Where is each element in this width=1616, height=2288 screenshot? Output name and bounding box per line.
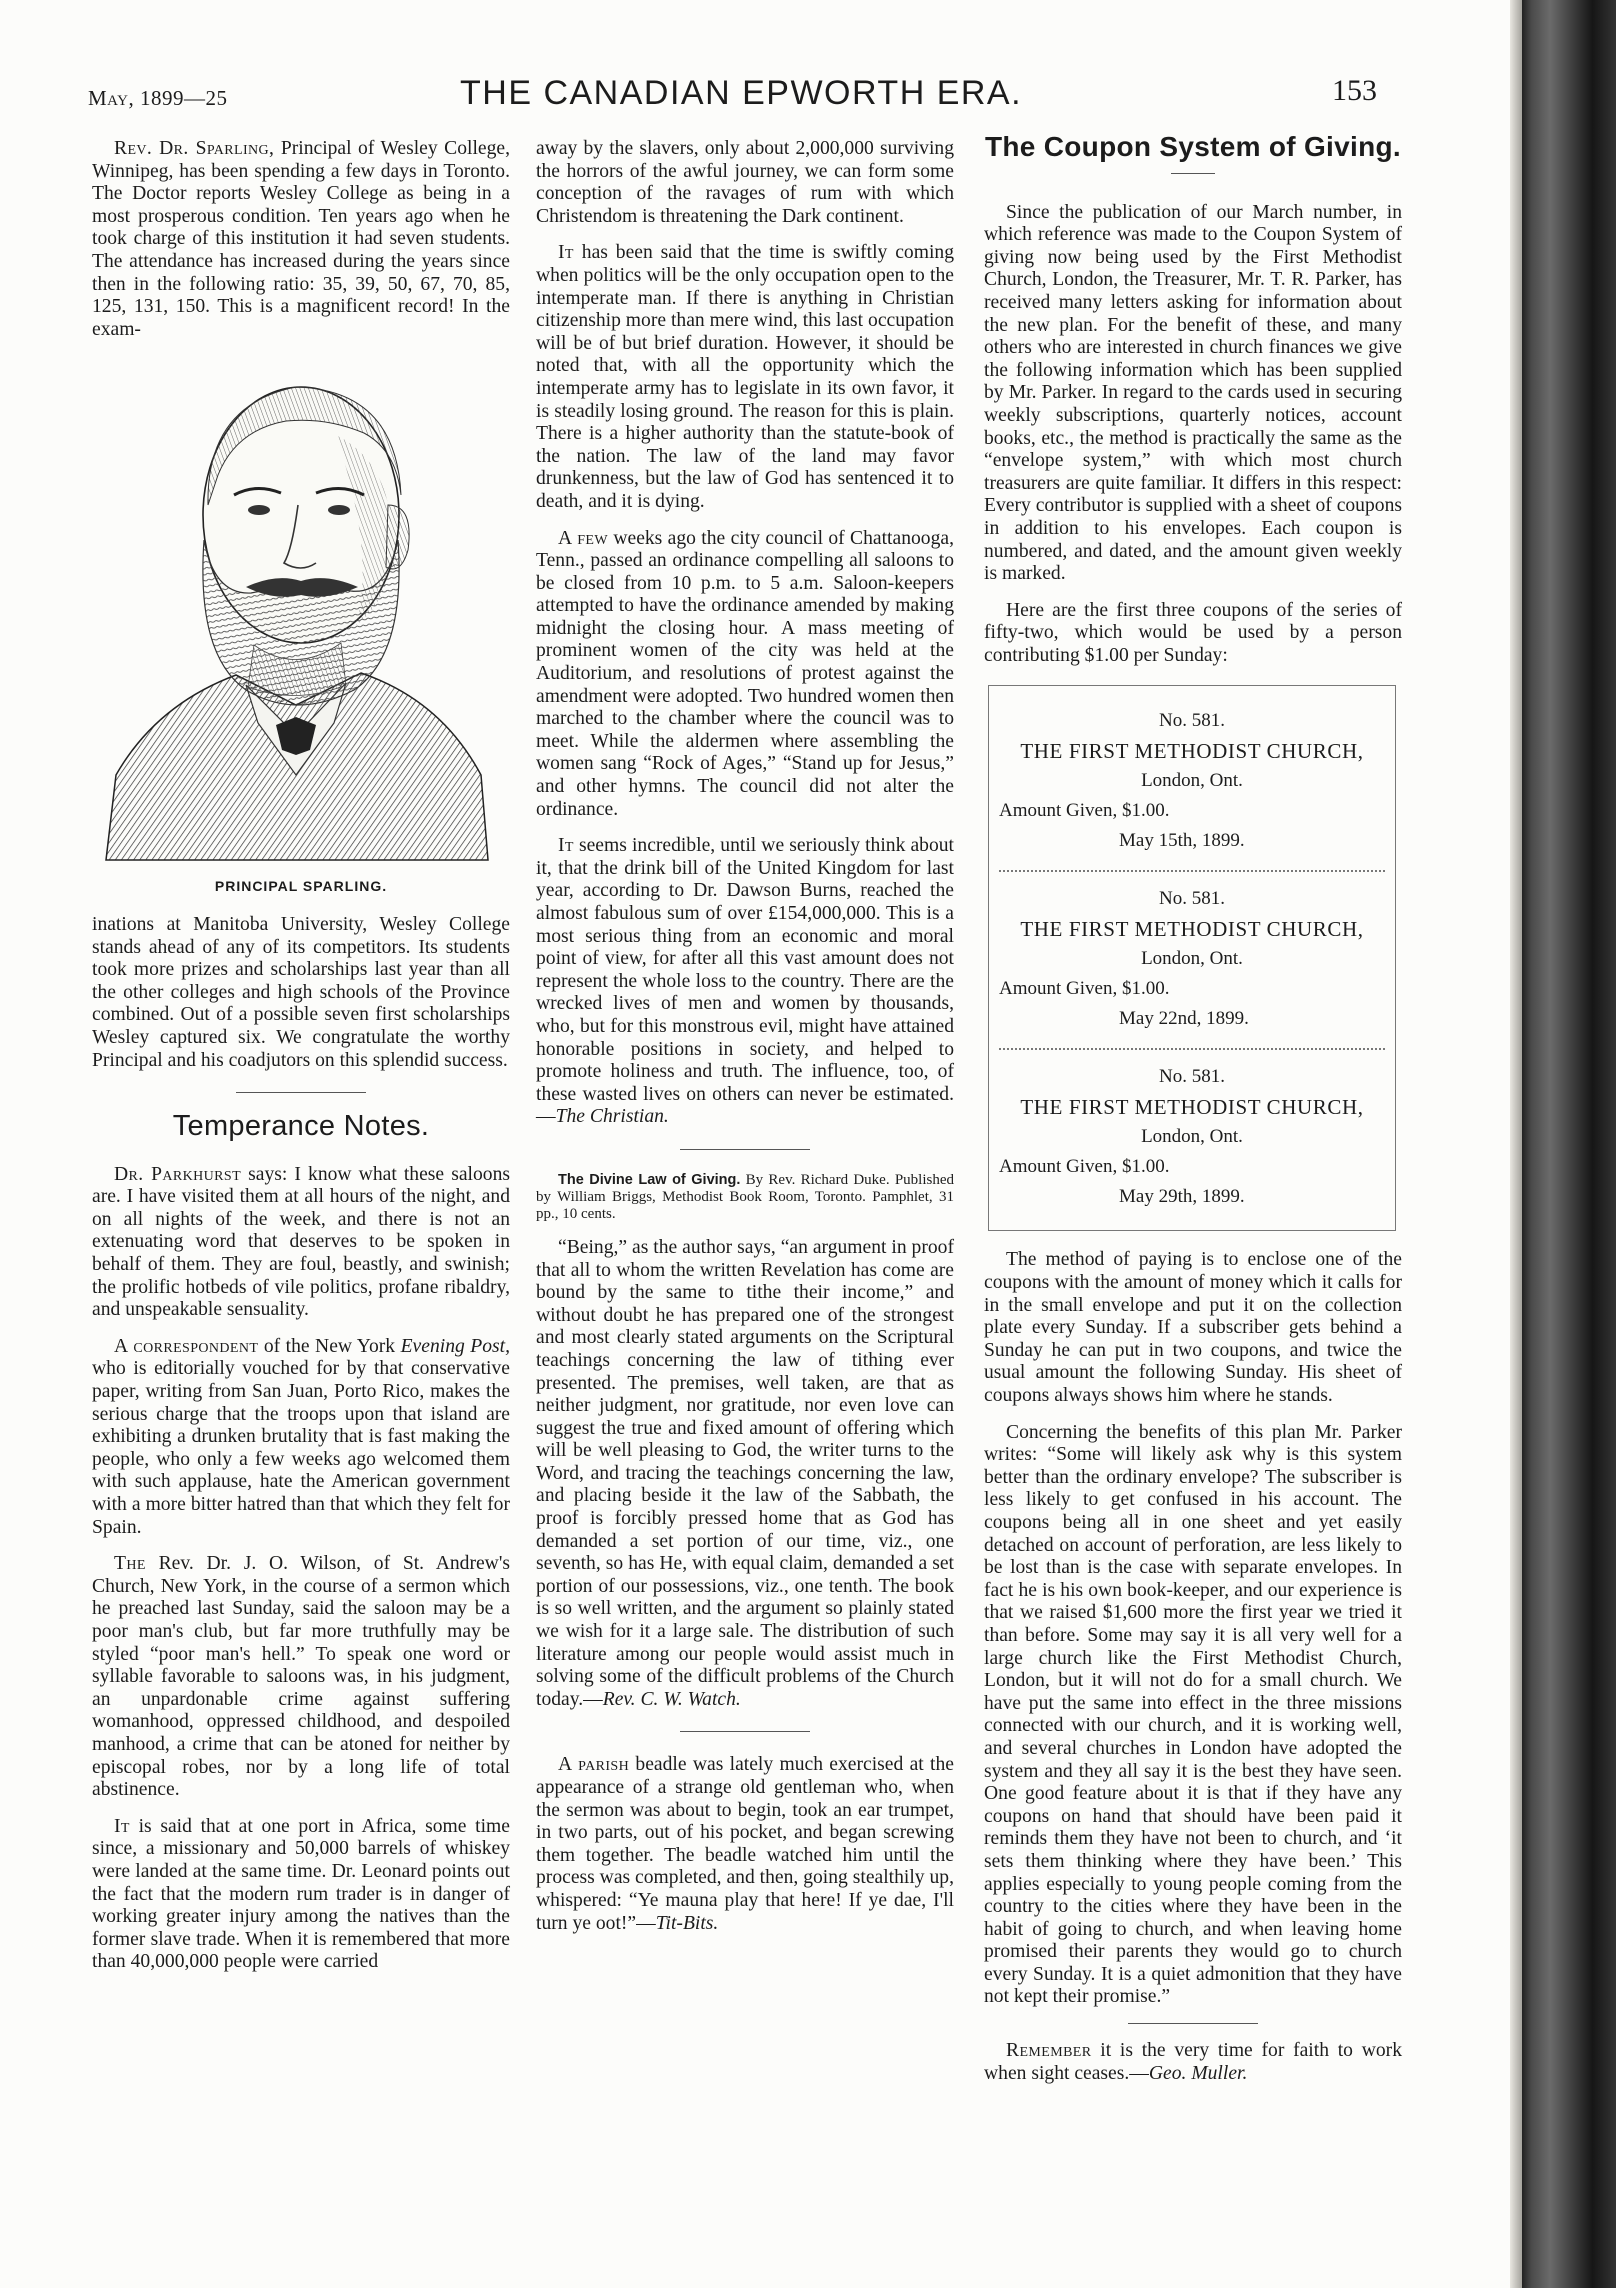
perforation-line xyxy=(999,870,1385,872)
coupon-amount: Amount Given, $1.00. xyxy=(999,978,1170,1000)
coupon-church: THE FIRST METHODIST CHURCH, xyxy=(1020,739,1364,764)
coupon xyxy=(999,1056,1385,1224)
sparling-paragraph-continued: inations at Manitoba University, Wesley College stands ahead of any of its competitors. Its students took more prizes and scholarships last year than all the other colleges and high schools of the Province combined. Out of a possible seven first scholarships Wesley captured six. We congratulate the worthy Principal and his coadjutors on this splendid success. xyxy=(92,913,510,1071)
coupon-place: London, Ont. xyxy=(1141,770,1243,792)
coupon-place: London, Ont. xyxy=(1141,948,1243,970)
coupon xyxy=(999,878,1385,1046)
coupon-intro-paragraph: Since the publication of our March number, in which reference was made to the Coupon System of giving now being used by the First Methodist Church, London, the Treasurer, Mr. T. R. Parker, has received many letters asking for information about the new plan. For the benefit of these, and many others who are interested in church finances we give the following information which has been supplied by Mr. Parker. In regard to the cards used in securing weekly subscriptions, quarterly notices, account books, etc., the method is practically the same as the “envelope system,” with which most church treasurers are quite familiar. It differs in this respect: Every contributor is supplied with a sheet of coupons in addition to his envelopes. Each coupon is numbered, and dated, and the amount given weekly is marked. xyxy=(984,201,1402,585)
drink-bill-paragraph: It seems incredible, until we seriously think about it, that the drink bill of the United Kingdom for last year, according to Dr. Dawson Burns, reached the almost fabulous sum of over £154,000,000. This is a most serious thing from an economic and moral point of view, for after all this vast amount does not represent the whole loss to the country. There are the wrecked lives of men and women by thousands, who, but for this monstrous evil, might have attained honorable positions in society, and helped to promote holiness and truth. The influence, too, of these wasted lives on others can never be estimated.—The Christian. xyxy=(536,835,954,1128)
parkhurst-paragraph: Dr. Parkhurst says: I know what these saloons are. I have visited them at all hours of the night, and on all nights of the week, and there is not an extenuating word that deserves to be spoken in behalf of them. They are foul, beastly, and swinish; the prolific hotbeds of vile politics, profane ribaldry, and unspeakable sensuality. xyxy=(92,1163,510,1321)
coupon-date: May 29th, 1899. xyxy=(1119,1186,1245,1208)
correspondent-paragraph: A correspondent of the New York Evening Post, who is editorially vouched for by that conservative paper, writing from San Juan, Porto Rico, makes the serious charge that the troops upon that island are exhibiting a drunken brutality that is fast making the people, who only a few weeks ago welcomed them with such applause, hate the American government with a more bitter hatred than that which they felt for Spain. xyxy=(92,1335,511,1538)
section-divider xyxy=(236,1092,366,1093)
journal-title: THE CANADIAN EPWORTH ERA. xyxy=(460,74,1023,112)
chattanooga-paragraph: A few weeks ago the city council of Chattanooga, Tenn., passed an ordinance compelling all saloons to be closed from 10 p.m. to 5 a.m. Saloon-keepers attempted to have the ordinance amended by making midnight the closing hour. A mass meeting of prominent women of the city was held at the Auditorium, and resolutions of protest against the amendment were adopted. Two hundred women then marched to the chamber where the council was to meet. While the aldermen where assembling the women sang “Rock of Ages,” “Stand up for Jesus,” and other hymns. The council did not alter the ordinance. xyxy=(536,527,954,820)
coupon-number: No. 581. xyxy=(1159,710,1225,732)
coupon-amount: Amount Given, $1.00. xyxy=(999,800,1170,822)
coupon-church: THE FIRST METHODIST CHURCH, xyxy=(1020,1095,1364,1120)
coupon-church: THE FIRST METHODIST CHURCH, xyxy=(1020,917,1364,942)
book-spine xyxy=(1522,0,1616,2288)
coupon-place: London, Ont. xyxy=(1141,1126,1243,1148)
beadle-paragraph: A parish beadle was lately much exercised at the appearance of a strange old gentleman who, when the sermon was about to begin, took an ear trumpet, in two parts, out of his pocket, and began screwing them together. The beadle watched him until the process was completed, and then, going stealthily up, whispered: “Ye mauna play that here! If ye dae, I'll turn ye oot!”—Tit-Bits. xyxy=(536,1754,954,1934)
muller-quote: Remember it is the very time for faith to work when sight ceases.—Geo. Muller. xyxy=(984,2040,1402,2084)
running-head xyxy=(0,72,1522,122)
column-left xyxy=(92,138,510,1988)
coupon-date: May 22nd, 1899. xyxy=(1119,1008,1249,1030)
coupon-number: No. 581. xyxy=(1159,888,1225,910)
coupon-amount: Amount Given, $1.00. xyxy=(999,1156,1170,1178)
issue-date: May, 1899—25 xyxy=(88,86,228,110)
coupon-number: No. 581. xyxy=(1159,1066,1225,1088)
wilson-paragraph: The Rev. Dr. J. O. Wilson, of St. Andrew's Church, New York, in the course of a sermon which he preached last Sunday, said the saloon may be a poor man's club, but far more truthfully may be styled “poor man's hell.” To speak one word or syllable favorable to saloons was, in his judgment, an unpardonable crime against suffering womanhood, oppressed childhood, and despoiled manhood, a crime that can be atoned for neither by episcopal robes, nor by a long life of total abstinence. xyxy=(92,1553,510,1801)
politics-paragraph: It has been said that the time is swiftly coming when politics will be the only occupation open to the intemperate man. If there is anything in Christian citizenship more than mere wind, this last occupation will be of but brief duration. However, it should be noted that, with all the opportunity which the intemperate army has to legislate in its own favor, it is steadily losing ground. The reason for this is plain. There is a higher authority than the statute-book of the nation. The law of the land may favor drunkenness, but the law of God has sentenced it to death, and it is dying. xyxy=(536,242,954,512)
book-review-header: The Divine Law of Giving. By Rev. Richard Duke. Published by William Briggs, Methodist Book Room, Toronto. Pamphlet, 31 pp., 10 cents. xyxy=(536,1171,954,1222)
temperance-notes-heading: Temperance Notes. xyxy=(172,1110,430,1143)
coupon xyxy=(999,700,1385,868)
principal-sparling-portrait xyxy=(96,355,496,865)
page-number: 153 xyxy=(1332,74,1377,107)
column-middle xyxy=(536,138,954,1949)
perforation-line xyxy=(999,1048,1385,1050)
section-divider xyxy=(1128,2023,1258,2024)
africa-paragraph: It is said that at one port in Africa, some time since, a missionary and 50,000 barrels of whiskey were landed at the same time. Dr. Leonard points out the fact that the modern rum trader is in danger of working greater injury among the natives than the former slave trade. When it is remembered that more than 40,000,000 people were carried xyxy=(92,1815,510,1973)
section-divider xyxy=(680,1149,810,1150)
coupon-sheet xyxy=(988,685,1396,1231)
coupon-date: May 15th, 1899. xyxy=(1119,830,1245,852)
heading-rule xyxy=(1171,173,1215,174)
column-right xyxy=(984,131,1402,2099)
benefits-paragraph: Concerning the benefits of this plan Mr. Parker writes: “Some will likely ask why is this system better than the ordinary envelope? The subscriber is less likely to get confused in his account. The coupons being all in one sheet and yet easily detached on account of perforation, are less likely to be lost than is the case with separate envelopes. In fact he is his own book-keeper, and our experience is that we raised $1,600 more the first year we tried it than before. Some may say it is all very well for a large church like the First Methodist Church, London, but it will not do for a small church. We have put the same into effect in the three missions connected with our church, and it is working well, and several churches in London have adopted the system and they all say it is the best they have seen. One good feature about it is that if they have any coupons on hand that should have been paid it reminds them they have not been to church, and ‘it sets them thinking where they have been.’ This applies especially to young people coming from the country to the cities where they have been in the habit of going to church, and when leaving home promised their parents they would go to church every Sunday. It is a quiet admonition that they have not kept their promise.” xyxy=(984,1421,1402,2008)
coupons-intro-paragraph: Here are the first three coupons of the series of fifty-two, which would be used by a person contributing $1.00 per Sunday: xyxy=(984,599,1402,666)
book-review-paragraph: “Being,” as the author says, “an argument in proof that all to whom the written Revelation has come are bound by the same to tithe their income,” and without doubt he has prepared one of the strongest and most clearly stated arguments on the Scriptural teachings concerning the law of tithing ever presented. The premises, well taken, are that as neither judgment, nor gratitude, nor even love can suggest the true and fixed amount of offering which will be well pleasing to God, the writer turns to the Word, and tracing the teachings concerning the law, and placing beside it the law of the Sabbath, the proof is forcibly pressed home that as God has demanded a set portion of our time, viz., one seventh, so has He, with equal claim, demanded a set portion of our possessions, viz., one tenth. The book is so well written, and the argument so plainly stated we wish for it a large sale. The distribution of such literature among our people would assist much in solving some of the difficult problems of the Church today.—Rev. C. W. Watch. xyxy=(536,1236,954,1710)
slavers-paragraph: away by the slavers, only about 2,000,000 surviving the horrors of the awful journey, we can form some conception of the ravages of rum with which Christendom is threatening the Dark continent. xyxy=(536,138,954,227)
portrait-caption: PRINCIPAL SPARLING. xyxy=(214,878,388,895)
payment-method-paragraph: The method of paying is to enclose one of the coupons with the amount of money which it calls for in the small envelope and put it on the collection plate every Sunday. If a subscriber gets behind a Sunday he can put in two coupons, and twice the usual amount the following Sunday. His sheet of coupons always shows him where he stands. xyxy=(984,1249,1402,1407)
section-divider xyxy=(680,1731,810,1732)
sparling-paragraph-intro: Rev. Dr. Sparling, Principal of Wesley College, Winnipeg, has been spending a few days in Toronto. The Doctor reports Wesley College as being in a most prosperous condition. Ten years ago when he took charge of this institution it had seven students. The attendance has increased during the years since then in the following ratio: 35, 39, 50, 67, 70, 85, 125, 131, 150. This is a magnificent record! In the exam- xyxy=(92,138,510,340)
coupon-system-heading: The Coupon System of Giving. xyxy=(985,131,1401,162)
